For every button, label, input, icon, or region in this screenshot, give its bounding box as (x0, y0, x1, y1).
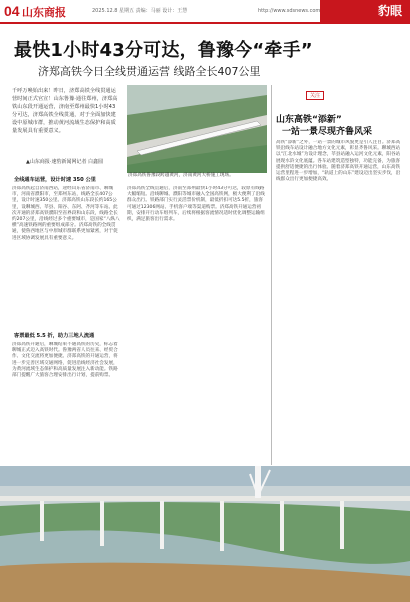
photo-caption: 济郑高铁鲁豫段跨越黄河，济南黄河大桥施工现场。 (128, 173, 234, 178)
page-number: 04 (4, 3, 20, 19)
train-photo (127, 85, 267, 173)
lead-paragraph: 千呼万唤始出来！昨日，济郑高铁全线贯通运营时间正式官宣！山东鲁豫·通往郑州，济郑高铁山东段开通运营，济南至郑州最快1小时43分可达，济郑高铁全线贯通，对于全面加快建设中原城市群，推动黄河流域生态保护和高质量发展具有重要意义。 (12, 88, 118, 134)
body-column-1b: 济郑高铁开通后，聊城结束不通高铁的历史，标志着聊城正式迈入高铁时代。鲁豫两省人员往来、经贸合作、文化交流将更加便捷。济郑高铁的开通运营，将进一步完善区域交通网络，促进沿线经济社会发展，为黄河流域生态保护和高质量发展注入新动能。铁路部门提醒广大旅客合理安排出行计划，提前购票。 (12, 342, 118, 379)
body-column-1: 济郑高铁起自济南西站，途经山东省济南市、聊城市，河南省濮阳市，至郑州东站，线路全长407公里，设计时速350公里。济郑高铁山东段长约165公里，设聊城西、莘县、阳谷、东阿、齐河等车站。此次开通的济郑高铁濮阳至省界段和山东段，线路全长约207公里，沿线经过多个重要城市，是国家“八纵八横”高速铁路网的重要组成部分。济郑高铁的全线贯通，使鲁西地区与中原城市群联系更加紧密，对于促进区域协调发展具有重要意义。 (12, 186, 120, 241)
header-rule (0, 22, 410, 24)
sidebar-subtitle: 一站一景尽现齐鲁风采 (282, 127, 373, 137)
issue-meta: 2025.12.8 星期五 责编：马丽 设计：王慧 (92, 8, 188, 14)
sidebar-tag: 关注 (306, 91, 324, 100)
subheadline: 济郑高铁今日全线贯通运营 线路全长407公里 (38, 65, 261, 78)
sidebar-title: 山东高铁“添新” (276, 115, 342, 125)
column-divider (271, 85, 272, 465)
sidebar-body: 高铁“添新”之外，一站一景的城市风貌更是引人注目。济郑高铁沿线车站设计融合地方文化元素，彰显齐鲁风采。聊城西站以“江北水城”为设计理念，莘县站融入运河文化元素，阳谷站展现水浒文化底蕴。各车站建筑造型独特，功能完备，为旅客提供舒适便捷的出行体验。随着济郑高铁开通运营，山东高铁运营里程进一步增加，“轨道上的山东”建设迈出坚实步伐，沿线群众出行更加便捷高效。 (276, 140, 401, 183)
byline: ▲山东商报·速豹新闻网记者 白鑫圆 (26, 159, 104, 165)
column-logo: 豹眼 (320, 0, 410, 22)
bridge-photo (0, 466, 410, 602)
headline: 最快1小时43分可达，鲁豫今“牵手” (14, 40, 313, 61)
section2-title: 客票最低 5.5 折，助力三地人流通 (14, 333, 95, 339)
page-header (0, 0, 410, 22)
section1-title: 全线通车运营，设计时速 350 公里 (14, 177, 96, 183)
site-url: http://www.sdsnews.com (258, 8, 321, 14)
section-name: 山东商报 (22, 6, 66, 19)
body-column-2: 济郑高铁全线贯通后，济南至郑州最快1小时43分可达，较原有线路大幅缩短。沿线聊城、濮阳等城市融入全国高铁网，极大便利了沿线群众出行。铁路部门实行灵活票价机制，最低折扣可达5.5折，旅客可通过12306网站、手机客户端等渠道购票。济郑高铁开通运营初期，安排开行动车组列车，后续将根据客流情况适时优化调整运输组织，满足旅客出行需求。 (127, 186, 265, 223)
